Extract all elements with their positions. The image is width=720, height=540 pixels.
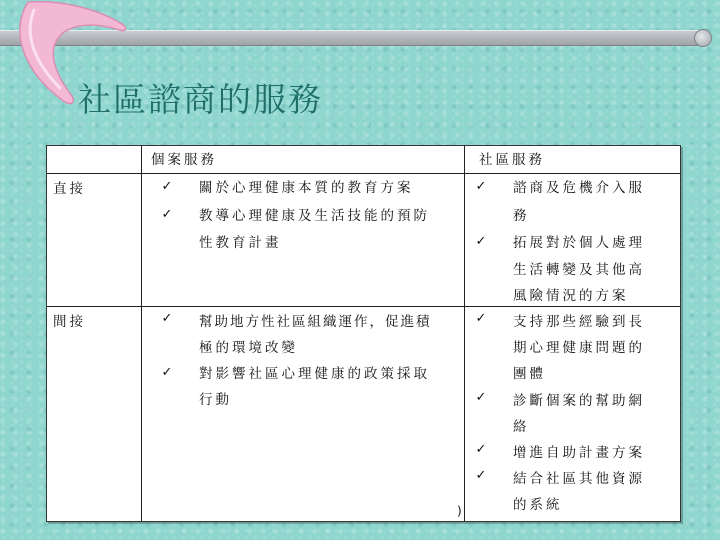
checkmark-icon: ✓ <box>161 207 173 222</box>
community-indirect-item-1-line-3: 團體 <box>513 366 546 382</box>
case-indirect-item-2-line-2: 行動 <box>199 392 232 408</box>
community-direct-item-1-line-1: 諮商及危機介入服 <box>513 180 645 196</box>
case-direct-item-1: 關於心理健康本質的教育方案 <box>199 180 414 196</box>
case-indirect-item-2-line-1: 對影響社區心理健康的政策採取 <box>199 366 430 382</box>
community-direct-item-2-line-2: 生活轉變及其他高 <box>513 262 645 278</box>
checkmark-icon: ✓ <box>161 365 173 380</box>
community-direct-item-1-line-2: 務 <box>513 208 530 224</box>
checkmark-icon: ✓ <box>475 179 487 194</box>
community-indirect-item-4-line-1: 結合社區其他資源 <box>513 471 645 487</box>
table-col-divider-1 <box>141 146 142 521</box>
community-indirect-item-3: 增進自助計畫方案 <box>513 445 645 461</box>
case-indirect-item-1-line-2: 極的環境改變 <box>199 340 298 356</box>
services-table <box>46 145 681 522</box>
community-indirect-item-2-line-2: 絡 <box>513 419 530 435</box>
checkmark-icon: ✓ <box>161 179 173 194</box>
checkmark-icon: ✓ <box>475 234 487 249</box>
community-indirect-item-1-line-1: 支持那些經驗到長 <box>513 314 645 330</box>
checkmark-icon: ✓ <box>475 390 487 405</box>
row-label-direct: 直接 <box>53 181 86 197</box>
case-direct-item-2-line-2: 性教育計畫 <box>199 235 282 251</box>
community-indirect-item-1-line-2: 期心理健康問題的 <box>513 340 645 356</box>
case-direct-item-2-line-1: 教導心理健康及生活技能的預防 <box>199 208 430 224</box>
community-indirect-item-4-line-2: 的系統 <box>513 497 563 513</box>
decorative-bar-end <box>694 29 712 47</box>
community-indirect-item-2-line-1: 診斷個案的幫助網 <box>513 393 645 409</box>
community-direct-item-2-line-1: 拓展對於個人處理 <box>513 235 645 251</box>
header-community-services: 社區服務 <box>479 152 545 168</box>
community-direct-item-2-line-3: 風險情況的方案 <box>513 288 629 304</box>
header-case-services: 個案服務 <box>151 152 217 168</box>
checkmark-icon: ✓ <box>475 311 487 326</box>
checkmark-icon: ✓ <box>161 311 173 326</box>
table-col-divider-2 <box>464 146 465 521</box>
checkmark-icon: ✓ <box>475 442 487 457</box>
checkmark-icon: ✓ <box>475 468 487 483</box>
case-indirect-item-1-line-1: 幫助地方性社區組織運作，促進積 <box>199 314 432 330</box>
stray-mark: ) <box>457 504 462 518</box>
row-label-indirect: 間接 <box>53 314 86 330</box>
slide-title: 社區諮商的服務 <box>78 80 323 119</box>
